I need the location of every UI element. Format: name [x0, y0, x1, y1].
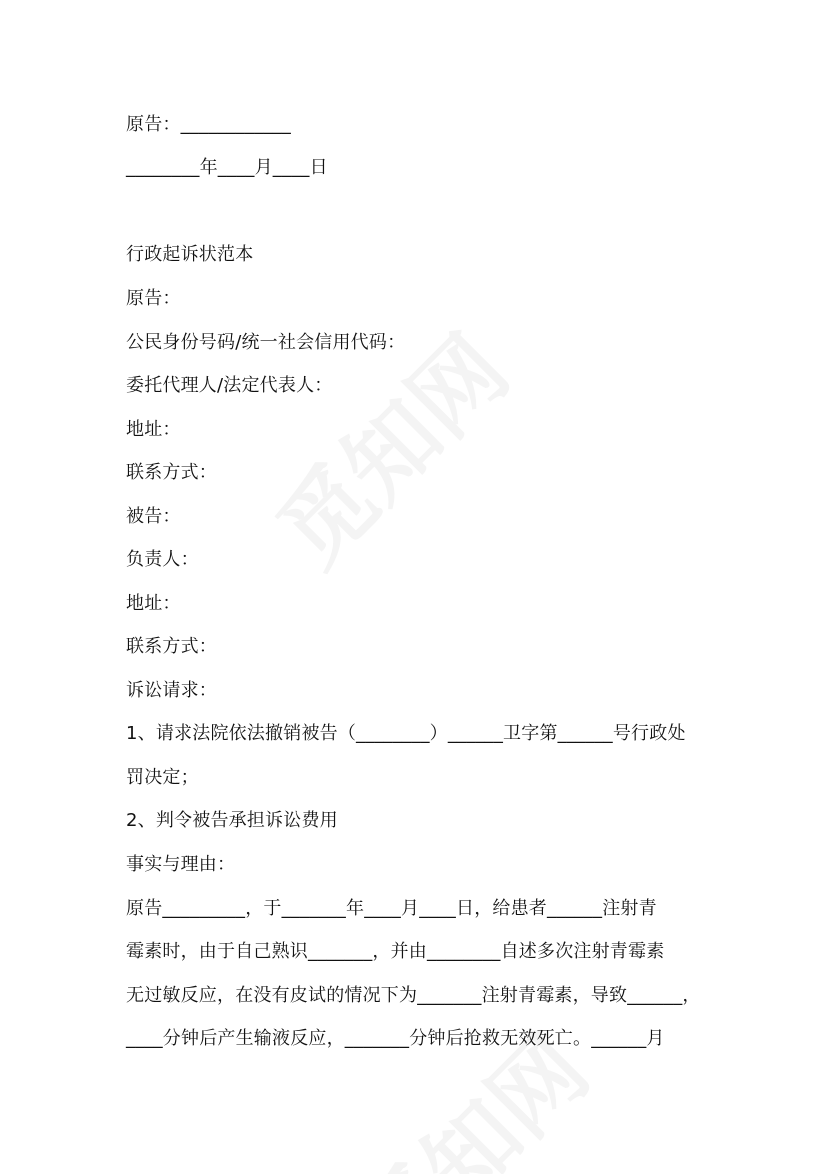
- claim-2: 2、判令被告承担诉讼费用: [126, 810, 338, 831]
- document-title: 行政起诉状范本: [126, 244, 254, 265]
- plaintiff-contact-label: 联系方式：: [126, 462, 217, 483]
- claim-1-line-1: 1、请求法院依法撤销被告（________）______卫字第______号行政处: [126, 723, 686, 744]
- facts-paragraph-line-1: 原告_________，于_______年____月____日，给患者______注射青: [126, 898, 657, 919]
- responsible-person-label: 负责人：: [126, 549, 199, 570]
- plaintiff-label: 原告：: [126, 288, 181, 309]
- claim-1-line-2: 罚决定；: [126, 767, 199, 788]
- id-code-label: 公民身份号码/统一社会信用代码：: [126, 332, 406, 353]
- plaintiff-signature-line: 原告：____________: [126, 114, 291, 135]
- date-line: ________年____月____日: [126, 157, 328, 178]
- facts-paragraph-line-2: 霉素时，由于自己熟识_______，并由________自述多次注射青霉素: [126, 941, 665, 962]
- defendant-address-label: 地址：: [126, 593, 181, 614]
- agent-label: 委托代理人/法定代表人：: [126, 375, 333, 396]
- defendant-contact-label: 联系方式：: [126, 636, 217, 657]
- facts-paragraph-line-3: 无过敏反应，在没有皮试的情况下为_______注射青霉素，导致______，: [126, 985, 701, 1006]
- claims-heading: 诉讼请求：: [126, 680, 217, 701]
- plaintiff-address-label: 地址：: [126, 419, 181, 440]
- defendant-label: 被告：: [126, 506, 181, 527]
- facts-paragraph-line-4: ____分钟后产生输液反应，_______分钟后抢救无效死亡。______月: [126, 1028, 665, 1049]
- facts-heading: 事实与理由：: [126, 854, 236, 875]
